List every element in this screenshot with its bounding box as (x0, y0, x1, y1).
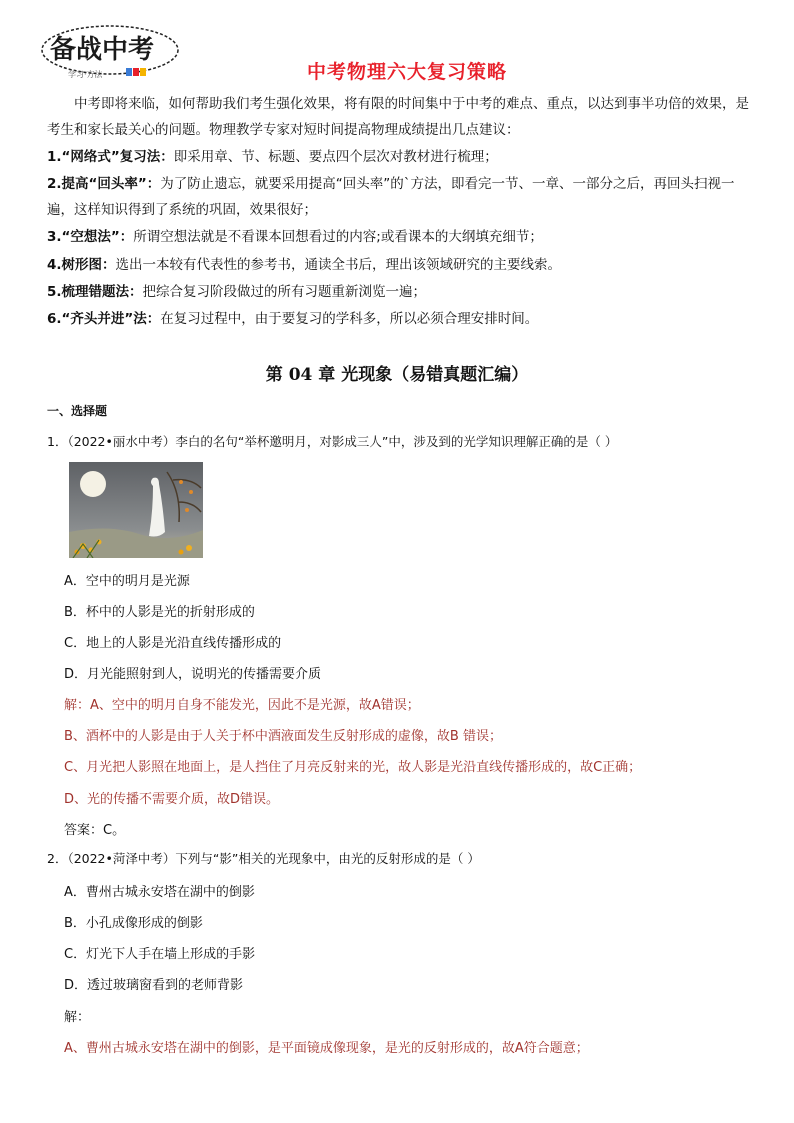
strategy-2 (47, 171, 753, 223)
strategy-4 (47, 252, 753, 278)
question-2-stem: 2．（2022•菏泽中考）下列与“影”相关的光现象中，由光的反射形成的是（ ） (47, 851, 480, 866)
question-1-solution-line: 解：A、空中的明月自身不能发光，因此不是光源，故A错误； (64, 698, 420, 713)
question-2-option-b: B．小孔成像形成的倒影 (64, 916, 203, 931)
strategy-3 (47, 224, 753, 250)
strategy-text: 选出一本较有代表性的参考书，通读全书后，理出该领域研究的主要线索。 (115, 257, 562, 273)
question-2-option-a: A．曹州古城永安塔在湖中的倒影 (64, 885, 255, 900)
strategy-text: 把综合复习阶段做过的所有习题重新浏览一遍； (142, 284, 427, 300)
question-2-solution-line: A、曹州古城永安塔在湖中的倒影，是平面镜成像现象，是光的反射形成的，故A符合题意； (64, 1041, 589, 1056)
section-title: 一、选择题 (47, 404, 108, 418)
strategy-1 (47, 144, 753, 170)
question-1-stem: 1．（2022•丽水中考）李白的名句“举杯邀明月，对影成三人”中，涉及到的光学知识理解正确的是（ ） (47, 434, 618, 449)
logo-text: 备战中考 (50, 35, 155, 65)
question-1-solution-line: C、月光把人影照在地面上，是人挡住了月亮反射来的光，故人影是光沿直线传播形成的，故C正确； (64, 760, 642, 775)
strategy-lead: 2.提高“回头率”： (47, 176, 161, 192)
strategy-lead: 5.梳理错题法： (47, 284, 143, 300)
question-2-solution-label: 解： (64, 1010, 91, 1025)
question-1-option-a: A．空中的明月是光源 (64, 574, 190, 589)
question-2-option-c: C．灯光下人手在墙上形成的手影 (64, 947, 256, 962)
strategy-text: 在复习过程中，由于要复习的学科多，所以必须合理安排时间。 (160, 311, 539, 327)
strategy-text: 即采用章、节、标题、要点四个层次对教材进行梳理； (173, 149, 498, 165)
strategy-6 (47, 306, 753, 332)
strategy-lead: 4.树形图： (47, 257, 116, 273)
question-1-option-c: C．地上的人影是光沿直线传播形成的 (64, 636, 282, 651)
strategy-text: 为了防止遗忘，就要采用提高“回头率”的`方法，即看完一节、一章、一部分之后，再回头扫视一遍，这样知识得到了系统的巩固，效果很好； (47, 176, 735, 218)
moon-icon (80, 471, 106, 497)
question-1-solution-line: D、光的传播不需要介质，故D错误。 (64, 792, 280, 807)
question-1-solution-line: B、酒杯中的人影是由于人关于杯中酒液面发生反射形成的虚像，故B 错误； (64, 729, 502, 744)
question-1-option-b: B．杯中的人影是光的折射形成的 (64, 605, 255, 620)
page-title: 中考物理六大复习策略 (306, 61, 507, 83)
strategy-lead: 3.“空想法”： (47, 229, 134, 245)
question-1-option-d: D．月光能照射到人，说明光的传播需要介质 (64, 667, 322, 682)
question-1-answer: 答案：C。 (64, 823, 126, 838)
strategy-lead: 6.“齐头并进”法： (47, 311, 161, 327)
strategy-text: 所谓空想法就是不看课本回想看过的内容;或看课本的大纲填充细节； (133, 229, 543, 245)
question-2-option-d: D．透过玻璃窗看到的老师背影 (64, 978, 244, 993)
strategy-5 (47, 279, 753, 305)
logo-subtitle: 学习·方法 (68, 70, 103, 79)
moon-poet-illustration (69, 462, 203, 558)
intro-paragraph: 中考即将来临，如何帮助我们考生强化效果，将有限的时间集中于中考的难点、重点，以达到事半功倍的效果，是考生和家长最关心的问题。物理教学专家对短时间提高物理成绩提出几点建议： (47, 96, 749, 138)
strategy-lead: 1.“网络式”复习法： (47, 149, 174, 165)
chapter-title: 第 04 章 光现象（易错真题汇编） (265, 365, 529, 385)
